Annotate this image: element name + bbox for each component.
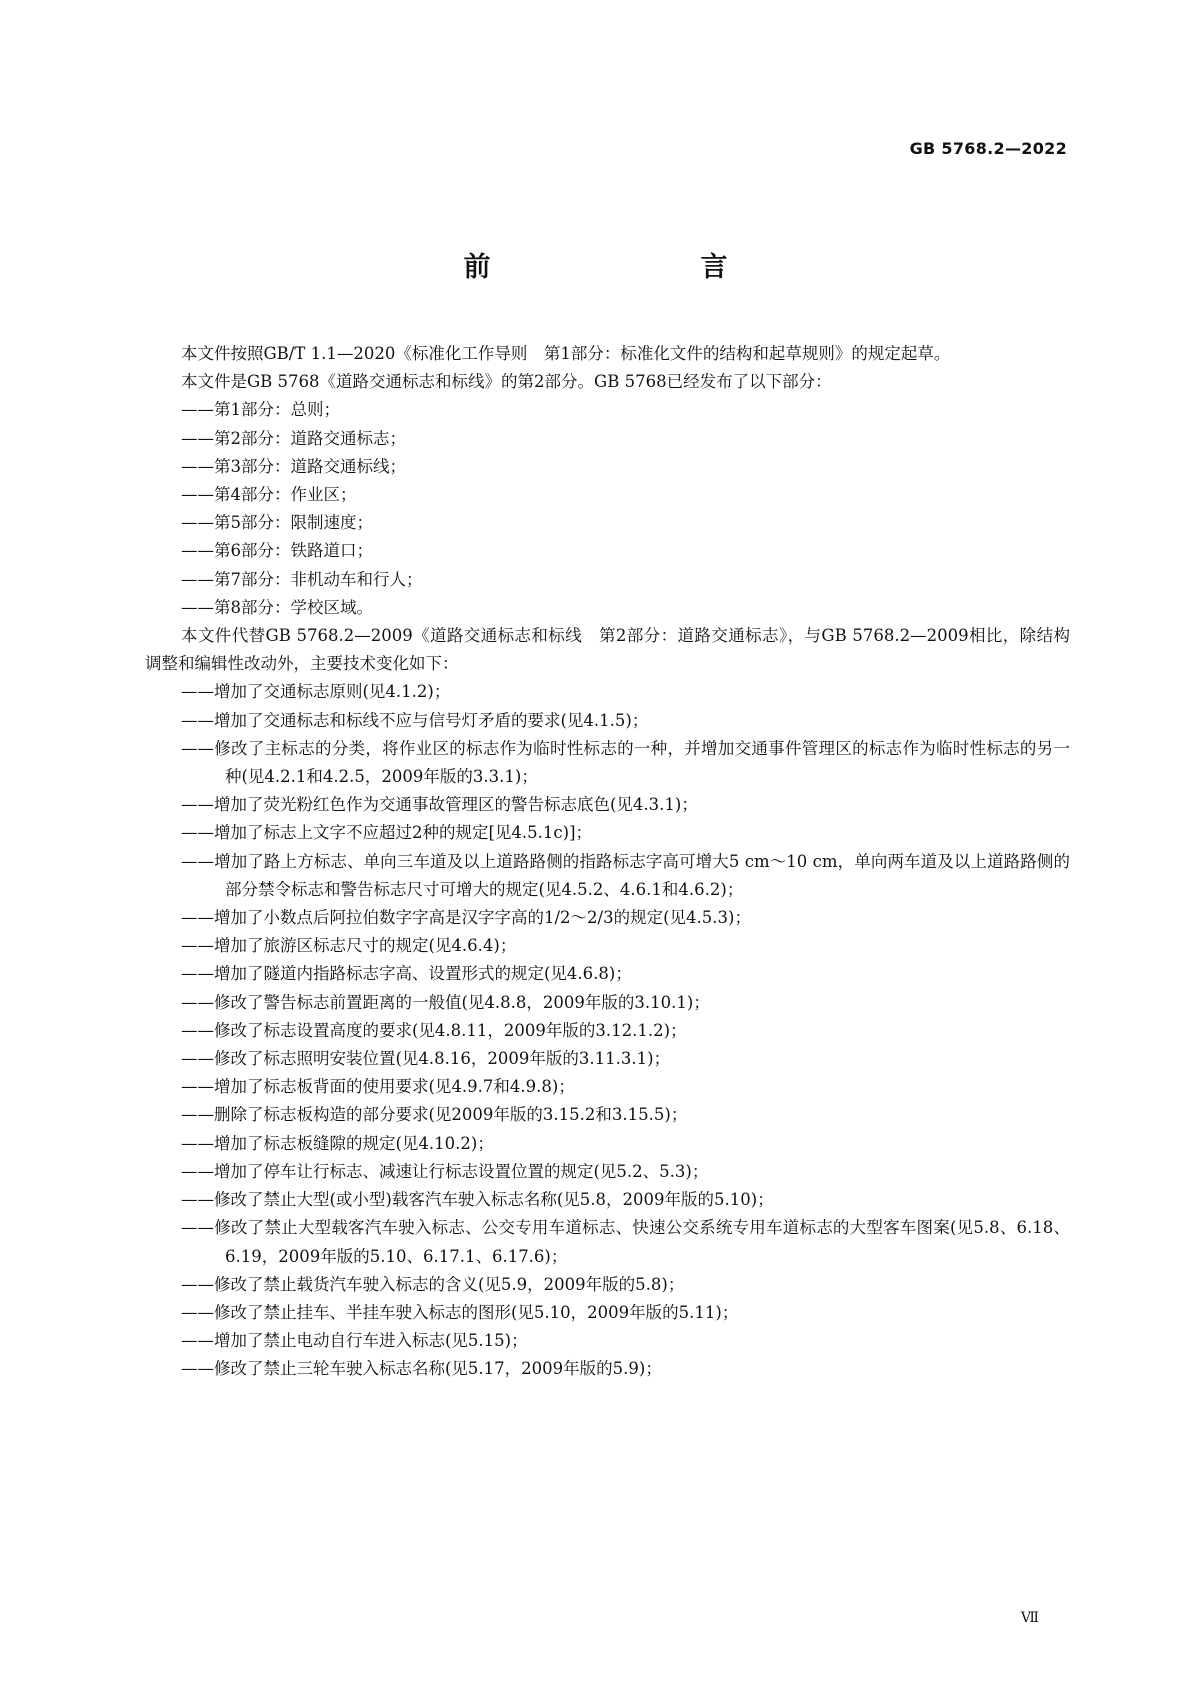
change-item: ——修改了标志照明安装位置(见4.8.16，2009年版的3.11.3.1)； [181, 1049, 671, 1069]
page-number: Ⅶ [1020, 1610, 1039, 1626]
change-item: ——修改了禁止挂车、半挂车驶入标志的图形(见5.10，2009年版的5.11)； [181, 1302, 739, 1322]
change-item: ——增加了路上方标志、单向三车道及以上道路路侧的指路标志字高可增大5 cm～10 cm，单向两车道及以上道路路侧的部分禁令标志和警告标志尺寸可增大的规定(见4.5.2、4.6.1和4.6.2)； [181, 851, 1070, 899]
change-item: ——增加了旅游区标志尺寸的规定(见4.6.4)； [181, 936, 517, 956]
change-item: ——修改了标志设置高度的要求(见4.8.11，2009年版的3.12.1.2)； [181, 1020, 687, 1040]
change-item: ——修改了警告标志前置距离的一般值(见4.8.8，2009年版的3.10.1)； [181, 992, 710, 1012]
standard-code: GB 5768.2—2022 [909, 139, 1067, 158]
parts-list-item: ——第1部分：总则； [181, 400, 340, 420]
change-item: ——修改了禁止载货汽车驶入标志的含义(见5.9，2009年版的5.8)； [181, 1274, 685, 1294]
replace-paragraph: 本文件代替GB 5768.2—2009《道路交通标志和标线 第2部分：道路交通标志》，与GB 5768.2—2009相比，除结构调整和编辑性改动外，主要技术变化如下： [145, 626, 1070, 674]
parts-list-item: ——第3部分：道路交通标线； [181, 456, 406, 476]
change-item: ——增加了标志板缝隙的规定(见4.10.2)； [181, 1133, 494, 1153]
change-item: ——增加了荧光粉红色作为交通事故管理区的警告标志底色(见4.3.1)； [181, 795, 698, 815]
change-item: ——增加了停车让行标志、减速让行标志设置位置的规定(见5.2、5.3)； [181, 1161, 709, 1181]
change-item: ——增加了交通标志和标线不应与信号灯矛盾的要求(见4.1.5)； [181, 710, 649, 730]
change-item: ——增加了标志上文字不应超过2种的规定[见4.5.1c)]； [181, 823, 593, 843]
change-item: ——增加了小数点后阿拉伯数字字高是汉字字高的1/2～2/3的规定(见4.5.3)； [181, 908, 751, 928]
change-item: ——修改了主标志的分类，将作业区的标志作为临时性标志的一种，并增加交通事件管理区的标志作为临时性标志的另一种(见4.2.1和4.2.5，2009年版的3.3.1)； [181, 738, 1070, 787]
change-item: ——增加了禁止电动自行车进入标志(见5.15)； [181, 1331, 528, 1351]
parts-list-item: ——第5部分：限制速度； [181, 513, 373, 533]
change-item: ——增加了交通标志原则(见4.1.2)； [181, 682, 451, 702]
intro-paragraph: 本文件按照GB/T 1.1—2020《标准化工作导则 第1部分：标准化文件的结构和起草规则》的规定起草。 [181, 344, 951, 363]
page-title: 前 言 [463, 252, 780, 283]
parts-list-item: ——第4部分：作业区； [181, 485, 357, 505]
intro-paragraph: 本文件是GB 5768《道路交通标志和标线》的第2部分。GB 5768已经发布了以下部分： [181, 372, 832, 392]
change-item: ——修改了禁止三轮车驶入标志名称(见5.17，2009年版的5.9)； [181, 1359, 662, 1379]
document-body [145, 340, 1070, 1384]
parts-list-item: ——第2部分：道路交通标志； [181, 428, 406, 448]
change-item: ——增加了标志板背面的使用要求(见4.9.7和4.9.8)； [181, 1077, 575, 1097]
parts-list-item: ——第7部分：非机动车和行人； [181, 569, 423, 589]
change-item: ——增加了隧道内指路标志字高、设置形式的规定(见4.6.8)； [181, 964, 632, 984]
change-item: ——修改了禁止大型(或小型)载客汽车驶入标志名称(见5.8，2009年版的5.10)； [181, 1190, 774, 1210]
parts-list-item: ——第8部分：学校区域。 [181, 597, 373, 617]
change-item: ——删除了标志板构造的部分要求(见2009年版的3.15.2和3.15.5)； [181, 1105, 688, 1125]
change-item: ——修改了禁止大型载客汽车驶入标志、公交专用车道标志、快速公交系统专用车道标志的大型客车图案(见5.8、6.18、6.19，2009年版的5.10、6.17.1、6.17.6)； [181, 1218, 1070, 1266]
parts-list-item: ——第6部分：铁路道口； [181, 541, 373, 561]
